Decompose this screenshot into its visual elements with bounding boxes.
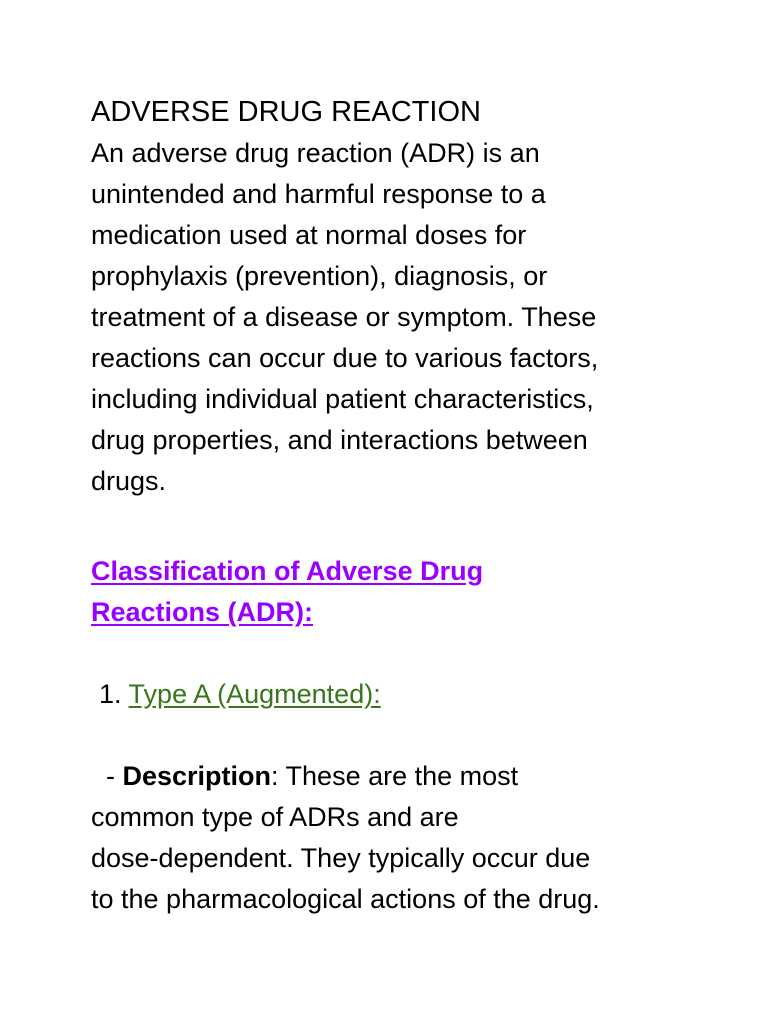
description-prefix: - (91, 761, 123, 791)
description-label: Description (122, 761, 272, 791)
document-title: ADVERSE DRUG REACTION (91, 96, 481, 128)
document-page (91, 92, 691, 914)
intro-paragraph: An adverse drug reaction (ADR) is an unintended and harmful response to a medication used at normal doses for prophylaxis (prevention), diagnosis, or treatment of a disease or symptom. These reactions can occur due to various factors, including individual patient characteristics, drug properties, and interactions between drugs. (91, 138, 599, 496)
list-item-type-a (99, 674, 381, 715)
type-a-link[interactable]: Type A (Augmented): (128, 679, 381, 709)
classification-heading-link[interactable]: Classification of Adverse Drug Reactions (ADR): (91, 556, 484, 627)
description-first-line (91, 756, 691, 797)
list-marker: 1. (99, 679, 122, 709)
description-first-text: : These are the most (271, 761, 519, 791)
description-text: common type of ADRs and are dose-dependent. They typically occur due to the pharmacological actions of the drug. (91, 802, 600, 914)
type-a-description (91, 756, 691, 920)
